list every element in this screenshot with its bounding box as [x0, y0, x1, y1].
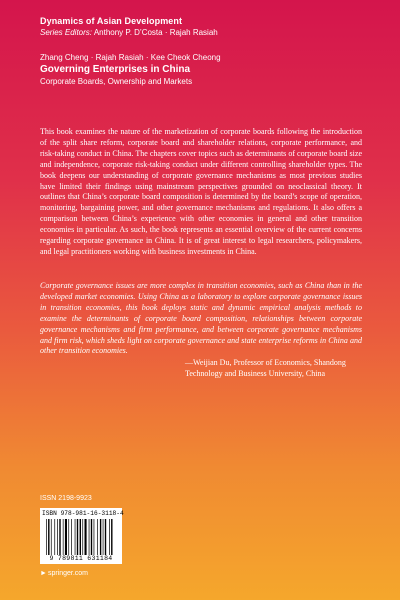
issn-number: ISSN 2198-9923	[40, 495, 92, 502]
barcode-digits: 9 789811 631184	[49, 555, 113, 562]
isbn-barcode	[40, 508, 122, 564]
barcode-bar	[109, 519, 110, 555]
barcode-bar	[91, 519, 92, 555]
barcode-bar	[82, 519, 83, 555]
book-description: This book examines the nature of the marketization of corporate boards following the introduction of the split share reform, corporate board and shareholder relations, corporate performance, and risk-taking conduct in China. The chapters cover topics such as determinants of corporate board size and independence, corporate risk-taking conduct under different controlling shareholder types. The book deepens our understanding of corporate governance mechanisms as most previous studies have limited their findings using mainstream perspectives grounded on neoclassical theory. It outlines that China’s corporate board composition is determined by the board’s scope of operation, monitoring, bargaining power, and other governance mechanisms and regulations. It also offers a comparison between China’s experience with other economies in general and other transition economies in particular. As such, the book represents an essential overview of the current concerns regarding corporate governance in China. It is of great interest to legal researchers, policymakers, and legal practitioners working with business investments in China.	[40, 127, 362, 256]
barcode-bars	[46, 519, 116, 555]
arrow-right-icon: ►	[40, 570, 47, 577]
barcode-bar	[75, 519, 76, 555]
barcode-bar	[100, 519, 101, 555]
barcode-bar	[51, 519, 52, 555]
barcode-bar	[57, 519, 58, 555]
barcode-bar	[80, 519, 81, 555]
barcode-bar	[63, 519, 64, 555]
book-title: Governing Enterprises in China	[40, 64, 191, 75]
isbn-label: ISBN 978-981-16-3118-4	[42, 510, 124, 517]
barcode-bar	[68, 519, 69, 555]
barcode-bar	[48, 519, 49, 555]
barcode-bar	[65, 519, 67, 555]
barcode-bar	[59, 519, 60, 555]
barcode-bar	[54, 519, 55, 555]
endorsement-attribution: —Weijian Du, Professor of Economics, Shandong Technology and Business University, China	[185, 358, 346, 378]
book-subtitle: Corporate Boards, Ownership and Markets	[40, 77, 193, 86]
barcode-bar	[97, 519, 98, 555]
publisher-website-text: springer.com	[47, 570, 89, 577]
series-editors	[40, 27, 218, 38]
series-info	[40, 16, 218, 38]
barcode-bar	[71, 519, 72, 555]
barcode-bar	[103, 519, 104, 555]
barcode-bar	[46, 519, 47, 555]
barcode-bar	[105, 519, 106, 555]
barcode-bar	[94, 519, 95, 555]
series-title: Dynamics of Asian Development	[40, 16, 183, 26]
barcode-bar	[85, 519, 87, 555]
book-info	[40, 52, 221, 87]
barcode-bar	[77, 519, 78, 555]
barcode-bar	[111, 519, 112, 555]
book-authors: Zhang Cheng · Rajah Rasiah · Kee Cheok Cheong	[40, 53, 221, 62]
series-editors-label: Series Editors:	[40, 28, 93, 37]
endorsement-quote: Corporate governance issues are more complex in transition economies, such as China than in the developed market economies. Using China as a laboratory to explore corporate governance issues in transition economies, this book deploys static and dynamic empirical analysis methods to examine the determinants of corporate board composition, relationships between corporate governance mechanisms and firm performance, and between corporate governance mechanisms and firm risk, which sheds light on corporate governance and state enterprise reforms in China and other transition economies.	[40, 281, 362, 356]
publisher-website[interactable]	[40, 570, 88, 577]
series-editors-names: Anthony P. D’Costa · Rajah Rasiah	[93, 28, 218, 37]
barcode-bar	[89, 519, 90, 555]
